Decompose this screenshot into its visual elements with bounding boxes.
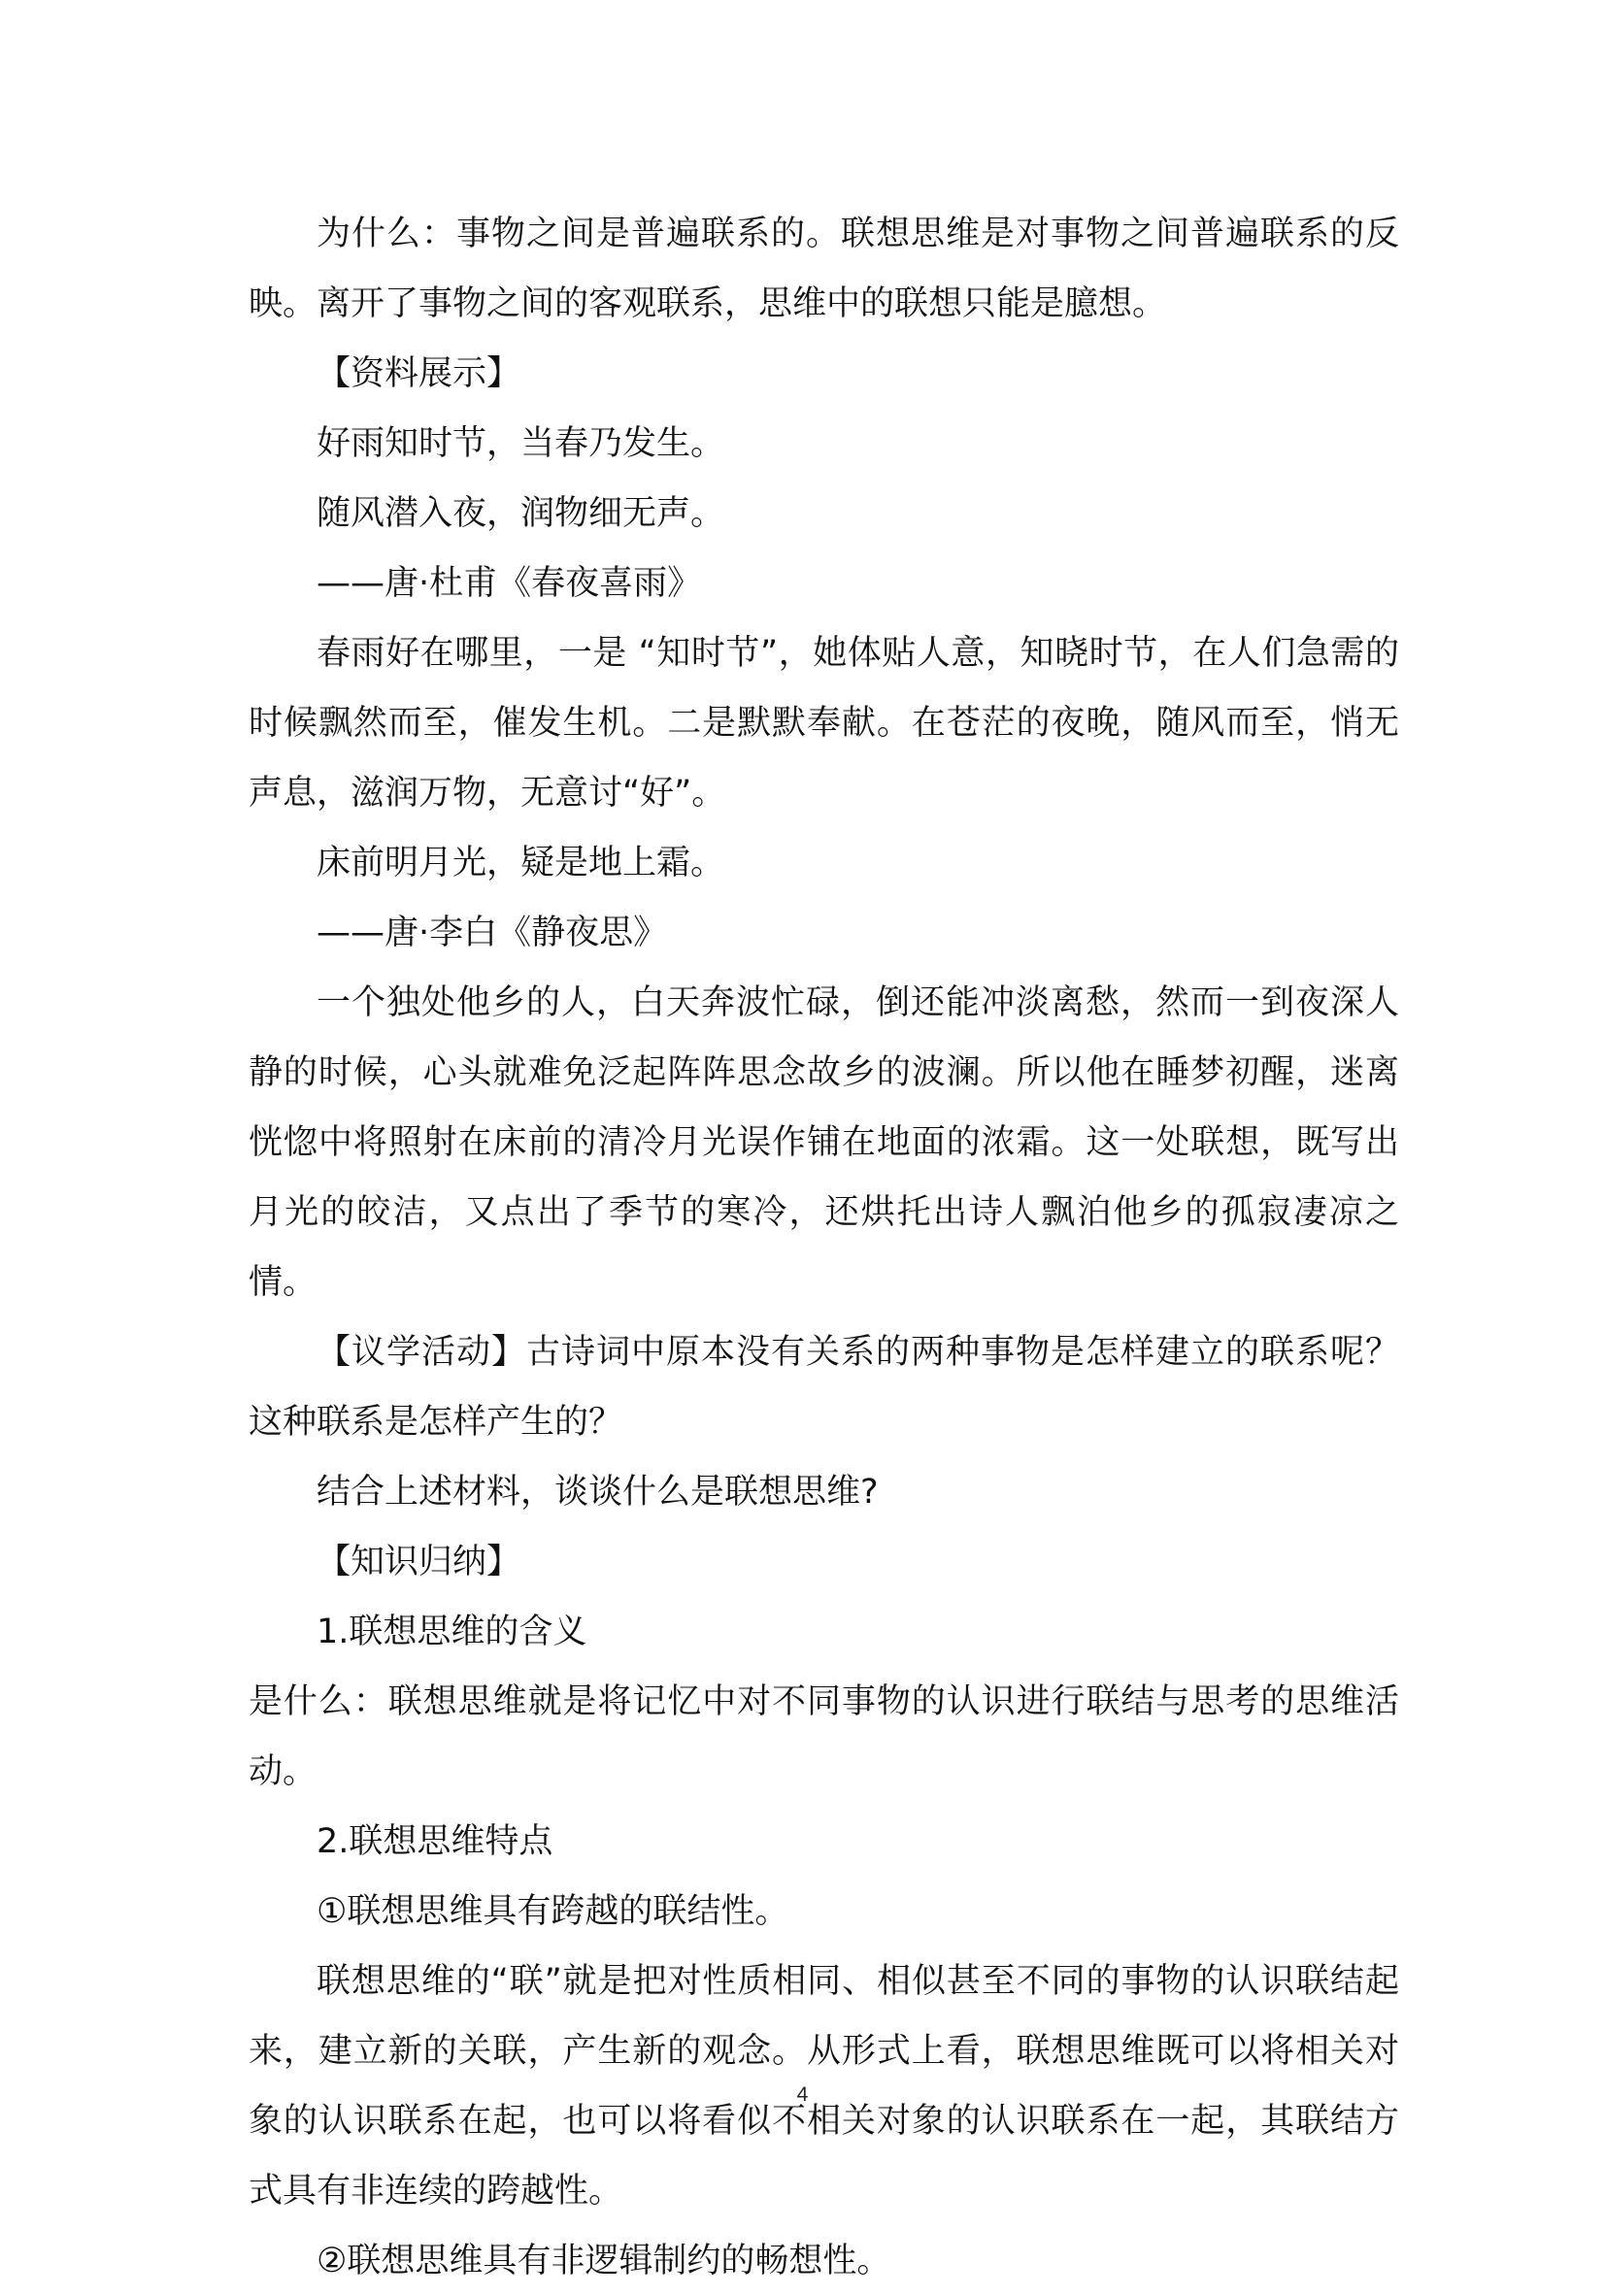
feature-item-1: ①联想思维具有跨越的联结性。 (317, 1892, 789, 1931)
paragraph-spring-rain: 春雨好在哪里，一是 “知时节”，她体贴人意，知晓时节，在人们急需的时候飘然而至，催发生机。二是默默奉献。在苍茫的夜晚，随风而至，悄无声息，滋润万物，无意讨“好”。 (249, 634, 1399, 813)
paragraph-discussion-activity: 【议学活动】古诗词中原本没有关系的两种事物是怎样建立的联系呢？这种联系是怎样产生的？ (249, 1333, 1399, 1442)
subheading-features: 2.联想思维特点 (317, 1822, 553, 1861)
poem-attribution: ——唐·杜甫《春夜喜雨》 (317, 564, 702, 603)
poem-attribution: ——唐·李白《静夜思》 (317, 914, 668, 952)
poem-line: 床前明月光，疑是地上霜。 (317, 844, 725, 882)
paragraph-moonlight: 一个独处他乡的人，白天奔波忙碌，倒还能冲淡离愁，然而一到夜深人静的时候，心头就难免泛起阵阵思念故乡的波澜。所以他在睡梦初醒，迷离恍惚中将照射在床前的清冷月光误作铺在地面的浓霜。这一处联想，既写出月光的皎洁，又点出了季节的寒冷，还烘托出诗人飘泊他乡的孤寂凄凉之情。 (249, 983, 1399, 1302)
paragraph-why: 为什么：事物之间是普遍联系的。联想思维是对事物之间普遍联系的反映。离开了事物之间的客观联系，思维中的联想只能是臆想。 (249, 215, 1399, 323)
paragraph-definition: 是什么：联想思维就是将记忆中对不同事物的认识进行联结与思考的思维活动。 (249, 1682, 1399, 1791)
page-number: 4 (796, 2083, 809, 2106)
poem-line: 随风潜入夜，润物细无声。 (317, 494, 725, 533)
page-body (249, 199, 1399, 2296)
heading-knowledge-summary: 【知识归纳】 (317, 1543, 521, 1581)
poem-line: 好雨知时节，当春乃发生。 (317, 424, 725, 463)
subheading-meaning: 1.联想思维的含义 (317, 1613, 587, 1651)
feature-item-2: ②联想思维具有非逻辑制约的畅想性。 (317, 2242, 891, 2280)
paragraph-question: 结合上述材料，谈谈什么是联想思维? (317, 1473, 879, 1512)
paragraph-feature-1-detail: 联想思维的“联”就是把对性质相同、相似甚至不同的事物的认识联结起来，建立新的关联，产生新的观念。从形式上看，联想思维既可以将相关对象的认识联系在起，也可以将看似不相关对象的认识联系在一起，其联结方式具有非连续的跨越性。 (249, 1962, 1399, 2211)
heading-material-display: 【资料展示】 (317, 354, 521, 393)
